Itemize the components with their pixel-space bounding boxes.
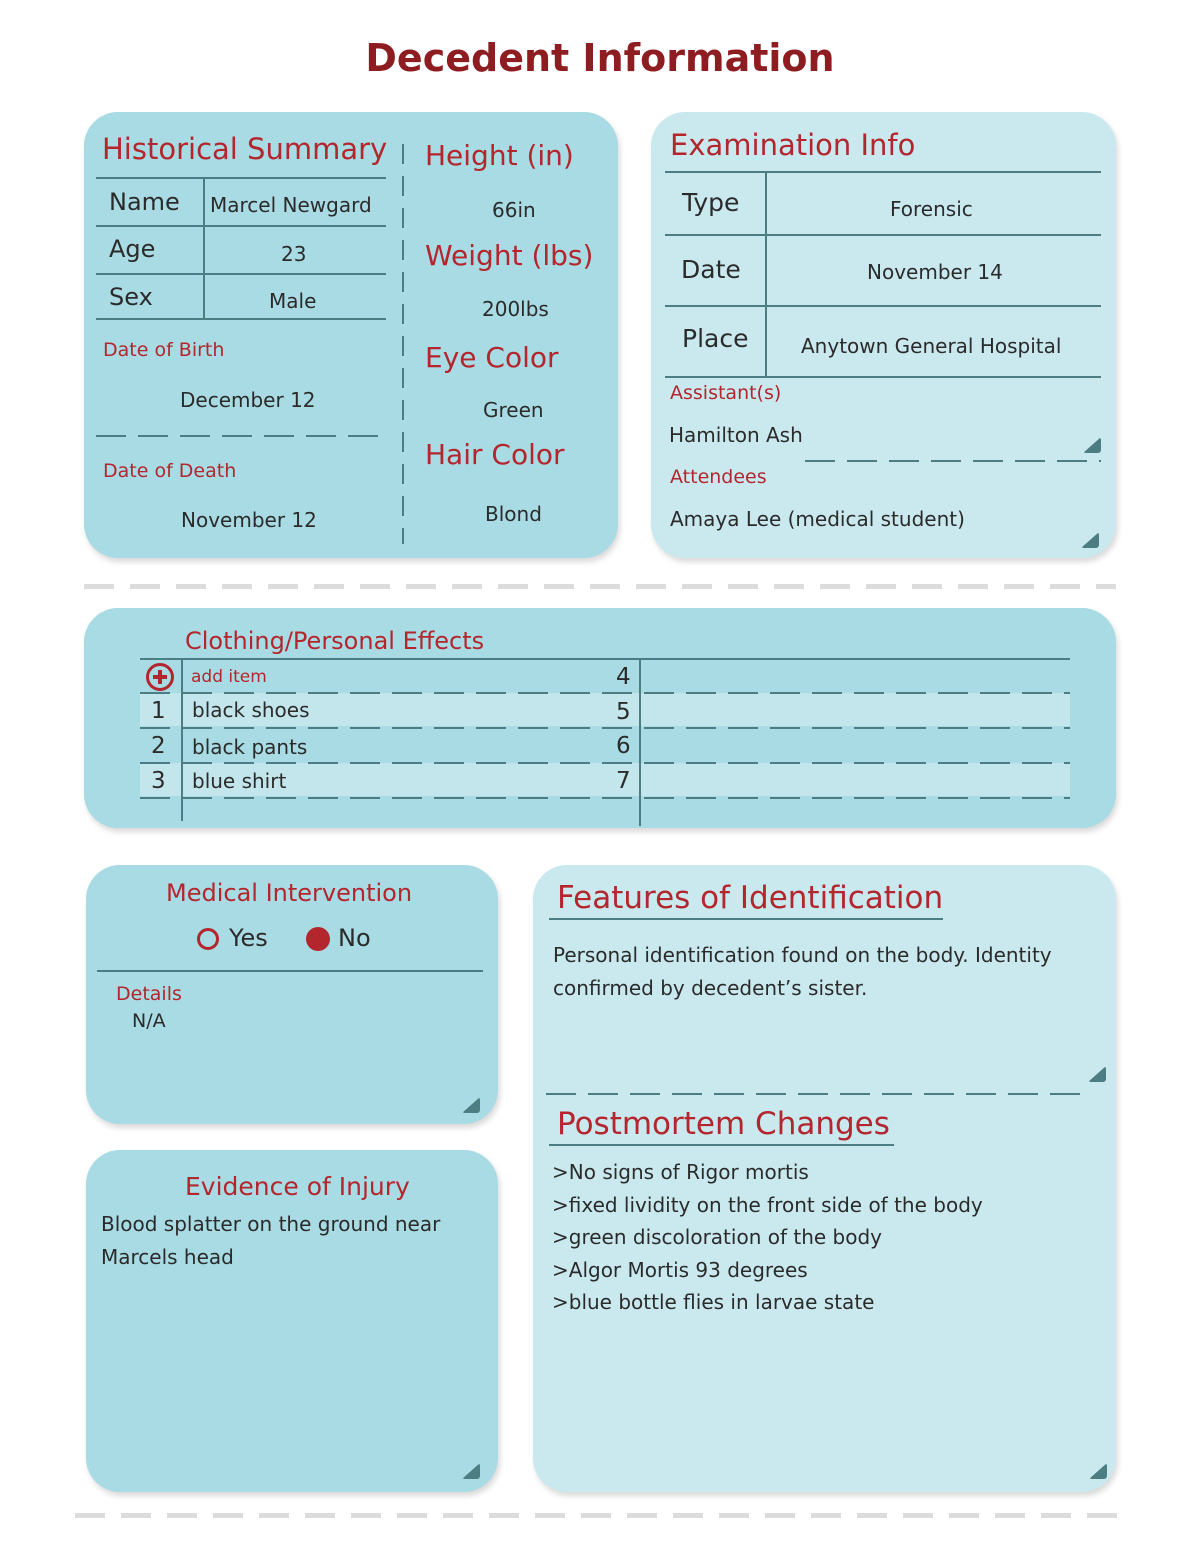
add-item-icon[interactable]: [146, 663, 174, 691]
divider: [181, 659, 183, 821]
height-label: Height (in): [425, 139, 574, 172]
no-label[interactable]: No: [338, 924, 371, 952]
details-label: Details: [116, 983, 182, 1005]
postmortem-line[interactable]: >blue bottle flies in larvae state: [552, 1290, 875, 1314]
name-label: Name: [109, 188, 180, 216]
place-label: Place: [682, 324, 749, 353]
divider: [96, 318, 386, 320]
eye-color-label: Eye Color: [425, 341, 559, 374]
postmortem-line[interactable]: >Algor Mortis 93 degrees: [552, 1258, 808, 1282]
item-number: 1: [151, 698, 166, 724]
item-text[interactable]: blue shirt: [192, 769, 287, 793]
divider: [805, 460, 1101, 462]
injury-text[interactable]: Marcels head: [101, 1245, 234, 1269]
weight-label: Weight (lbs): [425, 239, 594, 272]
assistants-label: Assistant(s): [670, 382, 782, 404]
hair-color-label: Hair Color: [425, 438, 565, 471]
item-number: 6: [616, 733, 631, 759]
postmortem-line[interactable]: >fixed lividity on the front side of the body: [552, 1193, 983, 1217]
medical-intervention-heading: Medical Intervention: [166, 879, 413, 907]
dob-value[interactable]: December 12: [180, 388, 316, 412]
height-value[interactable]: 66in: [492, 198, 536, 222]
date-value[interactable]: November 14: [867, 260, 1003, 284]
divider: [549, 918, 943, 920]
divider: [140, 658, 1070, 660]
resize-handle-icon[interactable]: [1081, 532, 1099, 548]
divider: [546, 1093, 1092, 1095]
resize-handle-icon[interactable]: [462, 1463, 480, 1479]
attendees-value[interactable]: Amaya Lee (medical student): [670, 507, 965, 531]
divider: [140, 797, 1070, 799]
divider: [665, 305, 1101, 307]
clothing-heading: Clothing/Personal Effects: [185, 627, 485, 655]
item-text[interactable]: black shoes: [192, 698, 310, 722]
resize-handle-icon[interactable]: [1083, 437, 1101, 453]
age-value[interactable]: 23: [281, 242, 307, 266]
no-radio[interactable]: [306, 927, 330, 951]
injury-text[interactable]: Blood splatter on the ground near: [101, 1212, 441, 1236]
dob-label: Date of Birth: [103, 339, 225, 361]
divider: [96, 225, 386, 227]
divider: [96, 273, 386, 275]
dod-value[interactable]: November 12: [181, 508, 317, 532]
weight-value[interactable]: 200lbs: [482, 297, 549, 321]
postmortem-heading: Postmortem Changes: [557, 1106, 890, 1142]
date-label: Date: [681, 255, 741, 284]
historical-summary-heading: Historical Summary: [102, 132, 388, 166]
place-value[interactable]: Anytown General Hospital: [801, 334, 1062, 358]
item-number: 3: [151, 768, 166, 794]
divider: [665, 376, 1101, 378]
type-value[interactable]: Forensic: [890, 197, 973, 221]
postmortem-line[interactable]: >No signs of Rigor mortis: [552, 1160, 809, 1184]
eye-color-value[interactable]: Green: [483, 398, 544, 422]
type-label: Type: [682, 188, 740, 217]
details-value[interactable]: N/A: [132, 1010, 166, 1032]
divider: [140, 762, 1070, 764]
sex-value[interactable]: Male: [269, 289, 317, 313]
hair-color-value[interactable]: Blond: [485, 502, 542, 526]
examination-info-heading: Examination Info: [670, 128, 916, 162]
sex-label: Sex: [109, 283, 153, 311]
divider: [96, 435, 386, 437]
resize-handle-icon[interactable]: [1089, 1463, 1107, 1479]
resize-handle-icon[interactable]: [462, 1097, 480, 1113]
postmortem-line[interactable]: >green discoloration of the body: [552, 1225, 882, 1249]
divider: [765, 172, 767, 377]
yes-label[interactable]: Yes: [229, 924, 268, 952]
divider: [639, 659, 641, 826]
features-text[interactable]: confirmed by decedent’s sister.: [553, 976, 868, 1000]
item-number: 4: [616, 664, 631, 690]
section-divider: [84, 584, 1116, 589]
attendees-label: Attendees: [670, 466, 767, 488]
item-number: 2: [151, 733, 166, 759]
divider: [665, 171, 1101, 173]
features-text[interactable]: Personal identification found on the body. Identity: [553, 943, 1052, 967]
divider: [402, 144, 404, 544]
item-text[interactable]: black pants: [192, 735, 308, 759]
dod-label: Date of Death: [103, 460, 237, 482]
divider: [140, 727, 1070, 729]
page-title: Decedent Information: [365, 36, 835, 80]
age-label: Age: [109, 235, 156, 263]
item-number: 7: [616, 768, 631, 794]
divider: [140, 692, 1070, 694]
features-heading: Features of Identification: [557, 880, 944, 916]
divider: [665, 234, 1101, 236]
evidence-of-injury-card: [86, 1150, 498, 1492]
item-number: 5: [616, 699, 631, 725]
assistants-value[interactable]: Hamilton Ash: [669, 423, 803, 447]
evidence-of-injury-heading: Evidence of Injury: [185, 1172, 410, 1201]
name-value[interactable]: Marcel Newgard: [210, 193, 372, 217]
divider: [96, 177, 386, 179]
divider: [549, 1144, 894, 1146]
add-item-button[interactable]: add item: [191, 667, 267, 687]
divider: [97, 970, 483, 972]
resize-handle-icon[interactable]: [1088, 1066, 1106, 1082]
section-divider: [75, 1513, 1127, 1518]
divider: [203, 178, 205, 319]
yes-radio[interactable]: [197, 928, 219, 950]
